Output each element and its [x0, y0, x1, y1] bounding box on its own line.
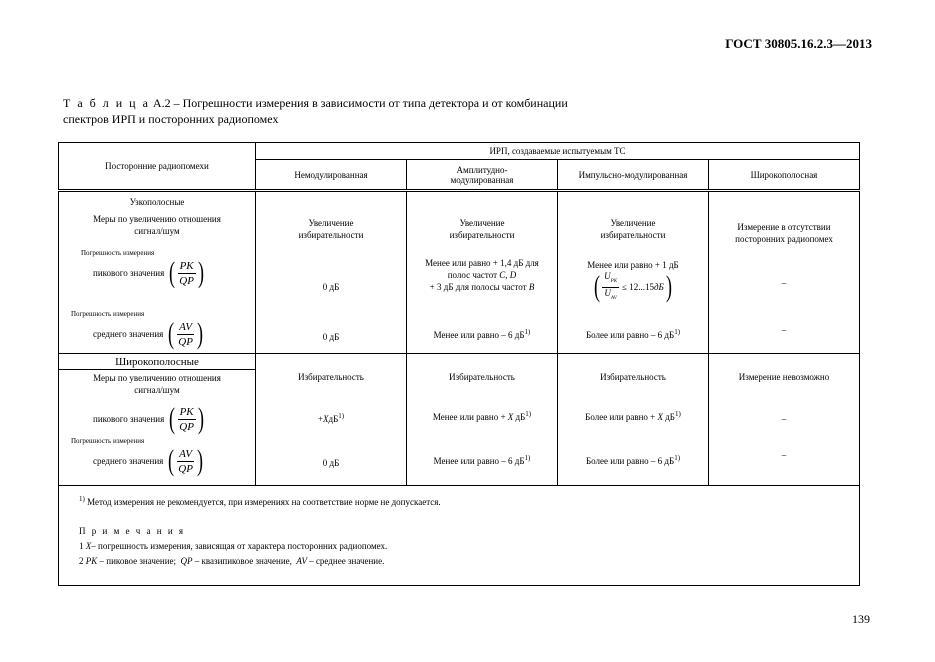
document-id: ГОСТ 30805.16.2.3—2013 — [725, 36, 872, 51]
note-2-av-text: – среднее значение. — [309, 556, 385, 566]
narrow-am-measure-2: избирательности — [449, 230, 515, 240]
footnote — [79, 492, 859, 510]
col-header-text: Импульсно-модулированная — [578, 169, 688, 180]
frac-den: QP — [179, 420, 194, 433]
broad-am-cell — [407, 354, 558, 486]
narrow-broad-measure-2: посторонних радиопомех — [735, 234, 833, 244]
broad-pulse-peak-unit: дБ — [665, 412, 675, 422]
narrow-pulse-cell — [558, 191, 709, 354]
frac-den: QP — [179, 274, 194, 287]
narrow-pulse-peak-1: Менее или равно + 1 дБ — [587, 260, 679, 270]
note-2-qp: QP — [180, 556, 193, 566]
narrow-broad-peak: – — [781, 278, 787, 288]
broad-unmod-peak-unit: дБ — [328, 414, 339, 424]
col-header-pulse — [558, 160, 709, 191]
narrow-am-peak-3-text: + 3 дБ для полосы частот — [429, 282, 527, 292]
footnote-mark: 1) — [525, 410, 532, 418]
broad-broad-peak: – — [781, 414, 787, 424]
col-header-text: Немодулированная — [294, 169, 368, 180]
broad-am-peak-x: X — [507, 412, 514, 422]
narrow-avg-value-label: среднего значения — [93, 329, 164, 339]
broad-pulse-avg — [558, 454, 708, 466]
broad-avg-value-label: среднего значения — [93, 456, 164, 466]
broad-measures-1: Меры по увеличению отношения — [93, 373, 221, 383]
broad-peak-row — [93, 404, 206, 434]
broad-avg-error-label: Погрешность измерения — [71, 437, 145, 445]
caption-text-1: – Погрешности измерения в зависимости от типа детектора и от комбинации — [173, 96, 568, 110]
broad-title: Широкополосные — [115, 356, 199, 368]
group-header — [256, 143, 860, 160]
note-1-text: – погрешность измерения, зависящая от характера посторонних радиопомех. — [91, 541, 388, 551]
narrow-unmod-peak: 0 дБ — [322, 282, 340, 292]
narrow-label-cell — [59, 191, 256, 354]
frac-num: PK — [179, 259, 194, 272]
narrow-pulse-formula — [558, 271, 708, 304]
narrow-am-peak-3 — [407, 282, 557, 292]
narrow-measures-1: Меры по увеличению отношения — [93, 214, 221, 224]
frac-num: U — [604, 271, 611, 281]
note-2-qp-text: – квазипиковое значение, — [194, 556, 292, 566]
frac-pk-qp: ( $\frac{PK}{QP}$ ) — [169, 402, 204, 435]
group-header-text: ИРП, создаваемые испытуемым ТС — [489, 146, 626, 156]
broad-am-peak — [407, 410, 557, 422]
narrow-am-peak-1: Менее или равно + 1,4 дБ для — [425, 258, 539, 268]
broad-pulse-peak-pre: Более или равно + — [585, 412, 656, 422]
broad-broad-measure: Измерение невозможно — [738, 372, 830, 382]
page-number: 139 — [852, 612, 870, 626]
narrow-am-avg-text: Менее или равно – 6 дБ — [433, 330, 525, 340]
col-header-am — [407, 160, 558, 191]
narrow-broad-cell — [709, 191, 860, 354]
narrow-title: Узкополосные — [129, 197, 185, 207]
col0-header-text: Посторонние радиопомехи — [105, 161, 209, 171]
narrow-broad-avg: – — [781, 325, 787, 335]
frac-den: QP — [178, 335, 193, 348]
frac-av-qp: ( $\frac{AV}{QP}$ ) — [168, 444, 203, 477]
footnote-mark: 1) — [674, 410, 681, 418]
broad-am-peak-pre: Менее или равно + — [432, 412, 506, 422]
col-header-broadband — [709, 160, 860, 191]
narrow-unmod-cell — [256, 191, 407, 354]
narrow-pulse-avg-text: Более или равно – 6 дБ — [585, 330, 675, 340]
broad-pulse-peak — [558, 410, 708, 422]
narrow-am-measure-1: Увеличение — [459, 218, 505, 228]
frac-num: AV — [179, 447, 193, 460]
narrow-pulse-avg — [558, 328, 708, 340]
footnote-mark: 1) — [674, 328, 681, 336]
broad-am-peak-unit: дБ — [515, 412, 526, 422]
narrow-am-peak-2 — [407, 270, 557, 280]
broad-pulse-cell — [558, 354, 709, 486]
broad-avg-row — [93, 446, 205, 476]
narrow-peak-value-label: пикового значения — [93, 268, 165, 278]
broad-unmod-measure: Избирательность — [298, 372, 364, 382]
narrow-measures-2: сигнал/шум — [134, 226, 180, 236]
note-2-num: 2 — [79, 556, 84, 566]
narrow-am-peak-cd: С, D — [499, 270, 517, 280]
frac-num: PK — [179, 405, 194, 418]
broad-pulse-peak-x: X — [657, 412, 663, 422]
frac-num: AV — [179, 320, 193, 333]
frac-den-sub: AV — [610, 295, 617, 301]
broad-broad-cell — [709, 354, 860, 486]
narrow-unmod-measure-2: избирательности — [298, 230, 364, 240]
narrow-pulse-measure-2: избирательности — [600, 230, 666, 240]
narrow-peak-error-label: Погрешность измерения — [81, 249, 155, 257]
narrow-am-peak-b: В — [528, 282, 535, 292]
footnote-mark: 1) — [79, 495, 85, 503]
col-header-text: Амплитудно- — [456, 164, 508, 175]
caption-text-2: спектров ИРП и посторонних радиопомех — [63, 112, 279, 126]
frac-den: U — [604, 287, 611, 298]
broad-broad-avg: – — [781, 450, 787, 460]
note-1-x: X — [85, 541, 92, 551]
notes-title: П р и м е ч а н и я — [79, 526, 186, 536]
frac-u-pk-av: ( $U_{PK}$ $U_{AV}$ ≤ 12...15 дБ ) — [594, 270, 672, 304]
broad-pulse-measure: Избирательность — [600, 372, 666, 382]
col0-header — [59, 143, 256, 191]
footnote-mark: 1) — [524, 328, 531, 336]
footnote-mark: 1) — [524, 454, 531, 462]
broad-am-avg — [407, 454, 557, 466]
table-caption — [63, 95, 703, 127]
footnote-mark: 1) — [338, 412, 345, 420]
col-header-text: Широкополосная — [750, 169, 818, 180]
caption-number: А.2 — [152, 96, 171, 110]
frac-den: QP — [178, 462, 193, 475]
error-table — [58, 142, 860, 586]
note-2-pk-text: – пиковое значение; — [99, 556, 177, 566]
frac-av-qp: ( $\frac{AV}{QP}$ ) — [168, 317, 203, 350]
col-header-text: модулированная — [450, 174, 514, 185]
narrow-peak-row — [93, 258, 206, 288]
broad-pulse-avg-text: Более или равно – 6 дБ — [585, 456, 675, 466]
note-1-num: 1 — [79, 541, 84, 551]
broad-am-measure: Избирательность — [449, 372, 515, 382]
narrow-pulse-measure-1: Увеличение — [610, 218, 656, 228]
narrow-am-peak-2-text: полос частот — [447, 270, 498, 280]
broad-unmod-cell — [256, 354, 407, 486]
frac-num-sub: PK — [610, 278, 618, 284]
note-1 — [79, 539, 859, 554]
caption-label: Т а б л и ц а — [63, 96, 150, 110]
narrow-avg-row — [93, 319, 205, 349]
formula-unit: дБ — [653, 282, 664, 293]
narrow-unmod-measure-1: Увеличение — [308, 218, 354, 228]
note-2-av: AV — [296, 556, 307, 566]
narrow-am-avg — [407, 328, 557, 340]
formula-tail: ≤ 12...15 — [622, 282, 654, 293]
narrow-avg-error-label: Погрешность измерения — [71, 310, 145, 318]
broad-measures-2: сигнал/шум — [134, 385, 180, 395]
col-header-unmod — [256, 160, 407, 191]
narrow-unmod-avg: 0 дБ — [322, 332, 340, 342]
footnote-text: Метод измерения не рекомендуется, при измерениях на соответствие норме не допускается. — [87, 497, 441, 507]
notes-cell — [59, 486, 860, 586]
frac-pk-qp: ( $\frac{PK}{QP}$ ) — [169, 256, 204, 289]
broad-unmod-avg: 0 дБ — [322, 458, 340, 468]
broad-unmod-peak-x: X — [322, 414, 329, 424]
footnote-mark: 1) — [674, 454, 681, 462]
narrow-am-cell — [407, 191, 558, 354]
narrow-broad-measure-1: Измерение в отсутствии — [737, 222, 831, 232]
note-2 — [79, 554, 859, 569]
broad-label-cell — [59, 354, 256, 486]
broad-am-avg-text: Менее или равно – 6 дБ — [433, 456, 525, 466]
broad-peak-value-label: пикового значения — [93, 414, 165, 424]
broad-unmod-peak: +XдБ$^{1)}$ — [317, 412, 345, 424]
note-2-pk: PK — [85, 556, 98, 566]
